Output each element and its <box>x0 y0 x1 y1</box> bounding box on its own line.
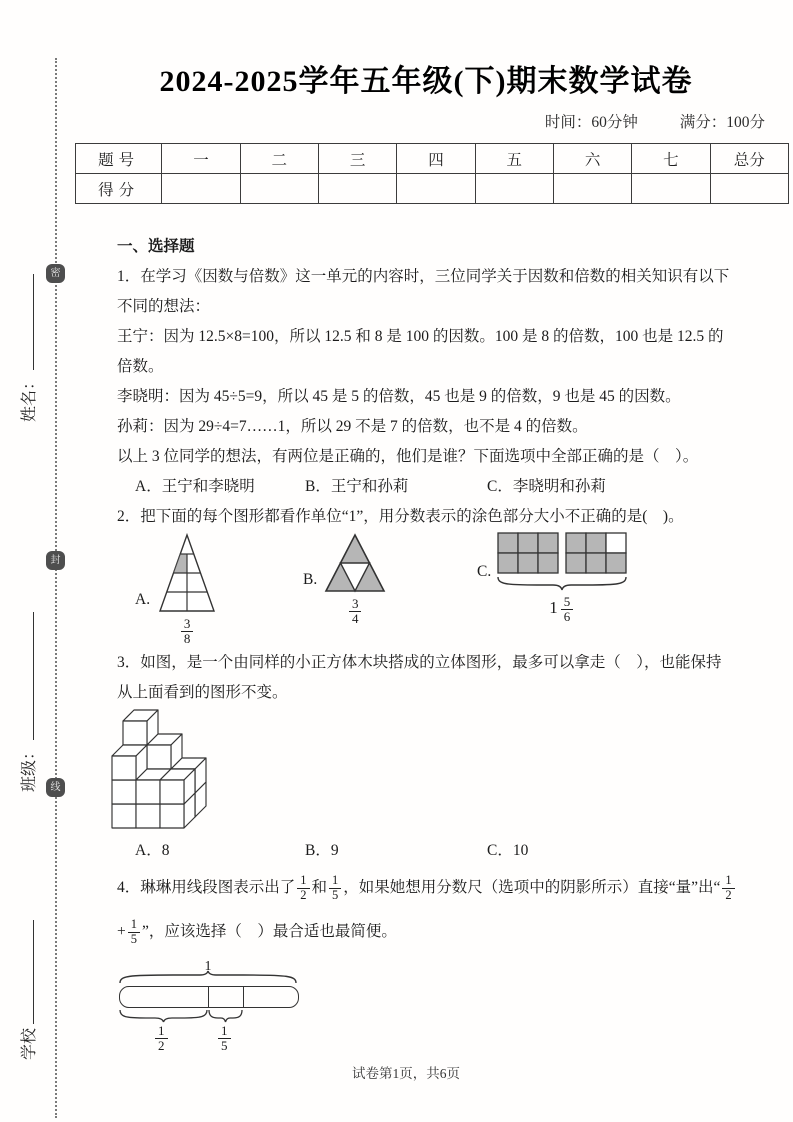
score-label-cell: 得分 <box>76 174 162 204</box>
shaded-grids-figure <box>497 532 627 576</box>
score-empty-cell <box>397 174 475 204</box>
page-title: 2024-2025学年五年级(下)期末数学试卷 <box>159 65 693 98</box>
fraction-one-fifth: $\frac{1}{5}$ <box>128 918 140 947</box>
seal-badge-feng: 封 <box>46 551 65 570</box>
question-1-options <box>117 472 773 502</box>
header-cell: 二 <box>240 144 318 174</box>
header-cell: 总分 <box>710 144 788 174</box>
question-1-line: 李晓明：因为 45÷5=9，所以 45 是 5 的倍数，45 也是 9 的倍数，9 也是 45 的因数。 <box>117 388 681 405</box>
score-table <box>75 143 789 204</box>
cube-stack-figure-wrap <box>107 708 773 836</box>
name-blank-line <box>19 274 34 370</box>
header-cell: 六 <box>553 144 631 174</box>
bar-tick-half <box>208 987 209 1007</box>
figure-option-a <box>135 532 218 647</box>
underbrace-figure <box>497 576 627 592</box>
question-4-text: ，如果她想用分数尺（选项中的阴影所示）直接“量”出“ <box>343 879 721 896</box>
question-4-text: 4．琳琳用线段图表示出了 <box>117 879 296 896</box>
class-label: 班级： <box>21 743 38 792</box>
figure-b-label: B. <box>303 570 318 588</box>
question-1-line: 1．在学习《因数与倍数》这一单元的内容时，三位同学关于因数和倍数的相关知识有以下 <box>117 268 730 285</box>
score-empty-cell <box>553 174 631 204</box>
option-c: C．李晓明和孙莉 <box>487 478 606 495</box>
option-a: A．王宁和李晓明 <box>135 478 255 495</box>
score-empty-cell <box>162 174 240 204</box>
header-cell: 七 <box>632 144 710 174</box>
fraction-one-fifth: $\frac{1}{5}$ <box>329 874 341 903</box>
question-4-text: + <box>117 923 126 940</box>
full-score: 满分：100分 <box>679 114 765 131</box>
name-field <box>16 274 39 422</box>
section-heading: 一、选择题 <box>117 238 195 255</box>
option-c: C．10 <box>487 842 529 859</box>
score-table-header-row <box>76 144 789 174</box>
fraction-one-half: $\frac{1}{2}$ <box>722 874 734 903</box>
overbrace-figure <box>119 970 297 984</box>
question-1-line: 倍数。 <box>117 358 164 375</box>
whole-label: 1 <box>204 959 212 974</box>
question-2-text: 2．把下面的每个图形都看作单位“1”，用分数表示的涂色部分大小不正确的是( )。 <box>117 508 684 525</box>
underbrace-fifth-figure <box>208 1009 243 1023</box>
seal-fold-dotted-line <box>55 58 57 1118</box>
header-cell: 三 <box>318 144 396 174</box>
header-cell: 五 <box>475 144 553 174</box>
name-label: 姓名： <box>21 373 38 422</box>
question-1-line: 王宁：因为 12.5×8=100，所以 12.5 和 8 是 100 的因数。100 是 8 的倍数，100 也是 12.5 的 <box>117 328 724 345</box>
fraction-three-fourths: $\frac{3}{4}$ <box>349 597 362 627</box>
option-b: B．王宁和孙莉 <box>305 478 409 495</box>
class-blank-line <box>19 612 34 740</box>
header-cell: 四 <box>397 144 475 174</box>
score-empty-cell <box>475 174 553 204</box>
score-empty-cell <box>632 174 710 204</box>
seal-badge-xian: 线 <box>46 778 65 797</box>
cube-stack-figure <box>107 708 221 832</box>
triangle-a-figure <box>156 532 218 614</box>
seal-badge-mi: 密 <box>46 264 65 283</box>
score-empty-cell <box>318 174 396 204</box>
option-a: A．8 <box>135 842 170 859</box>
option-b: B．9 <box>305 842 339 859</box>
score-empty-cell <box>710 174 788 204</box>
question-3-options <box>117 836 773 866</box>
figure-a-label: A. <box>135 590 151 608</box>
header-cell: 题号 <box>76 144 162 174</box>
time-limit: 时间：60分钟 <box>544 114 638 131</box>
bar-tick-seven-tenths <box>243 987 244 1007</box>
question-4-line-1 <box>117 866 773 910</box>
school-blank-line <box>19 920 34 1024</box>
question-1 <box>117 262 773 472</box>
figure-c-label: C. <box>477 562 492 580</box>
question-2-figures <box>117 532 773 648</box>
question-4-line-2 <box>117 910 773 954</box>
page-footer: 试卷第1页，共6页 <box>352 1066 460 1081</box>
score-table-score-row <box>76 174 789 204</box>
mixed-number-one-and-five-sixths: 1 $\frac{5}{6}$ <box>549 592 575 625</box>
question-4-text: 和 <box>311 879 328 896</box>
figure-option-c <box>477 532 627 625</box>
question-3 <box>117 648 773 708</box>
score-empty-cell <box>240 174 318 204</box>
school-label: 学校 <box>21 1027 38 1060</box>
segment-bar-diagram <box>119 956 319 1052</box>
question-3-line: 从上面看到的图形不变。 <box>117 684 288 701</box>
exam-meta <box>75 110 765 132</box>
school-field <box>16 920 39 1060</box>
fraction-one-half: $\frac{1}{2}$ <box>155 1024 168 1054</box>
class-field <box>16 612 39 792</box>
question-1-line: 以上 3 位同学的想法，有两位是正确的，他们是谁？下面选项中全部正确的是（ ）。 <box>117 448 699 465</box>
main-content <box>117 232 773 1052</box>
underbrace-half-figure <box>119 1009 208 1023</box>
question-4-text: ”，应该选择（ ）最合适也最简便。 <box>142 923 397 940</box>
question-1-line: 不同的想法： <box>117 298 211 315</box>
fraction-one-half: $\frac{1}{2}$ <box>297 874 309 903</box>
fraction-three-eighths: $\frac{3}{8}$ <box>181 617 194 647</box>
header-cell: 一 <box>162 144 240 174</box>
question-1-line: 孙莉：因为 29÷4=7……1，所以 29 不是 7 的倍数，也不是 4 的倍数。 <box>117 418 588 435</box>
segment-bar-figure <box>119 986 299 1008</box>
fraction-one-fifth: $\frac{1}{5}$ <box>218 1024 231 1054</box>
question-3-line: 3．如图，是一个由同样的小正方体木块搭成的立体图形，最多可以拿走（ ），也能保持 <box>117 654 722 671</box>
figure-option-b <box>303 532 387 627</box>
triangle-b-figure <box>323 532 387 594</box>
